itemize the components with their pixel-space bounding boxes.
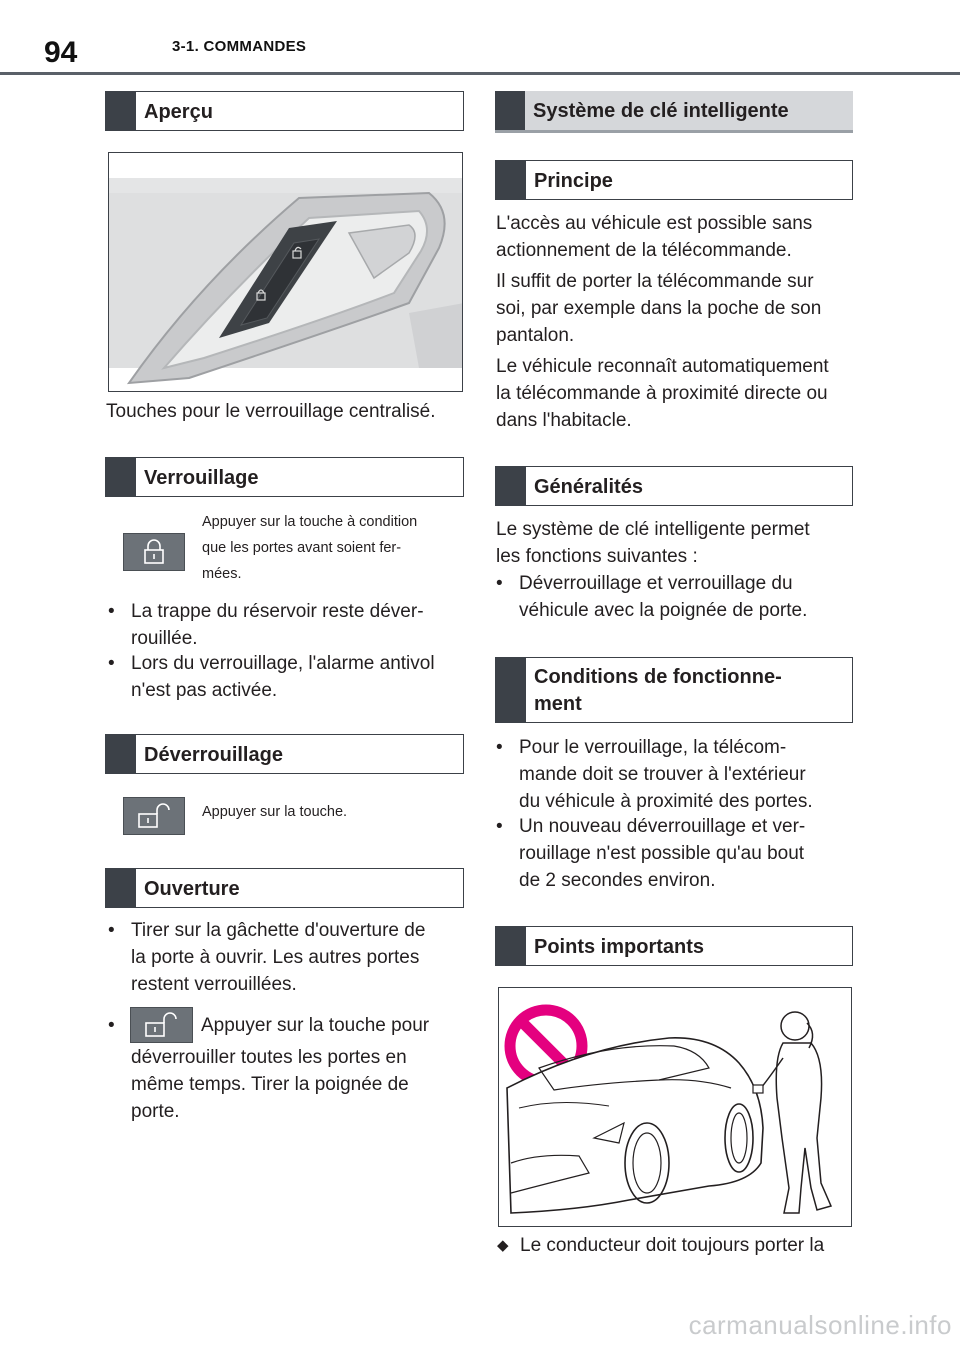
paragraph: L'accès au véhicule est possible sans actionnement de la télécommande. xyxy=(496,213,813,261)
list-item: ◆ Le conducteur doit toujours porter la xyxy=(497,1235,825,1256)
chapter-title: 3-1. COMMANDES xyxy=(172,38,307,55)
car-smart-key-illustration xyxy=(498,987,852,1227)
section-title: Verrouillage xyxy=(144,467,259,489)
section-heading-generalites xyxy=(495,466,853,506)
list-item: • Déverrouillage et verrouillage du véhicule avec la poignée de porte. xyxy=(496,573,808,621)
section-title: Système de clé intelligente xyxy=(533,100,789,122)
lock-note-line-3: mées. xyxy=(202,566,242,582)
list-item: • xyxy=(108,1015,115,1036)
section-title: Points importants xyxy=(534,936,705,958)
watermark: carmanualsonline.info xyxy=(688,1310,952,1340)
list-item: • Tirer sur la gâchette d'ouverture de la porte à ouvrir. Les autres portes restent verrouillées. xyxy=(108,920,426,995)
list-item: • Un nouveau déverrouillage et ver- rouillage n'est possible qu'au bout de 2 secondes environ. xyxy=(496,816,806,891)
section-title: Généralités xyxy=(534,476,643,498)
unlock-note: Appuyer sur la touche. xyxy=(202,804,348,820)
section-heading-apercu xyxy=(105,91,464,131)
lock-key-icon xyxy=(123,533,185,571)
list-item: • La trappe du réservoir reste déver- rouillée. xyxy=(108,601,424,649)
lock-note-line-1: Appuyer sur la touche à condition xyxy=(202,514,418,530)
section-heading-ouverture xyxy=(105,868,464,908)
unlock-key-icon xyxy=(130,1007,193,1043)
section-title: Déverrouillage xyxy=(144,744,283,766)
paragraph: Le système de clé intelligente permet les fonctions suivantes : xyxy=(496,519,810,567)
section-title: Conditions de fonctionne- ment xyxy=(534,666,782,715)
section-heading-principe xyxy=(495,160,853,200)
section-title: Aperçu xyxy=(144,101,213,123)
page-number: 94 xyxy=(44,36,78,69)
unlock-all-text-cont: déverrouiller toutes les portes en même temps. Tirer la poignée de porte. xyxy=(131,1047,409,1122)
header-rule xyxy=(0,72,960,75)
section-title: Principe xyxy=(534,170,613,192)
unlock-key-icon xyxy=(123,797,185,835)
section-heading-deverrouillage xyxy=(105,734,464,774)
lock-note-line-2: que les portes avant soient fer- xyxy=(202,540,402,556)
section-heading-conditions xyxy=(495,657,853,723)
list-item: • Pour le verrouillage, la télécom- mande doit se trouver à l'extérieur du véhicule à proximité des portes. xyxy=(496,737,813,812)
door-handle-illustration xyxy=(108,152,463,392)
figure-caption: Touches pour le verrouillage centralisé. xyxy=(106,401,436,422)
section-heading-points xyxy=(495,926,853,966)
section-title: Ouverture xyxy=(144,878,240,900)
paragraph: Il suffit de porter la télécommande sur soi, par exemple dans la poche de son pantalon. xyxy=(496,271,822,346)
chapter-heading-smart-key xyxy=(495,91,853,133)
list-item: • Lors du verrouillage, l'alarme antivol n'est pas activée. xyxy=(108,653,435,701)
paragraph: Le véhicule reconnaît automatiquement la télécommande à proximité directe ou dans l'habitacle. xyxy=(496,356,829,431)
unlock-all-text: Appuyer sur la touche pour xyxy=(201,1015,430,1036)
section-heading-verrouillage xyxy=(105,457,464,497)
